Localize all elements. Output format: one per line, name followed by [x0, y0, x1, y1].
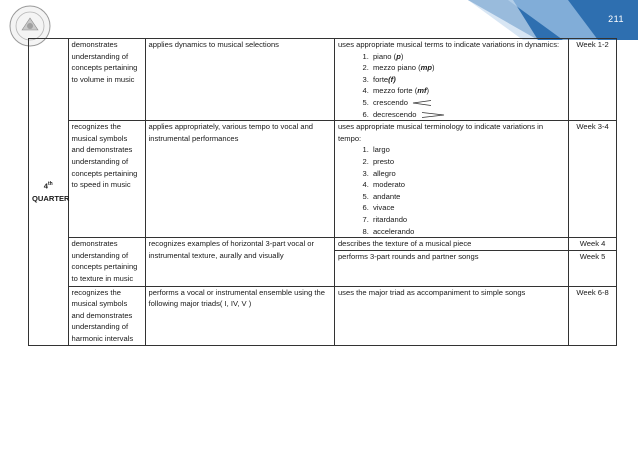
week-cell: Week 3-4	[569, 121, 617, 238]
table-row	[29, 121, 617, 238]
curriculum-table	[28, 38, 617, 346]
competency-cell	[334, 39, 568, 121]
quarter-suffix: th	[48, 181, 53, 188]
list-item: 5. andante	[371, 191, 565, 203]
quarter-cell	[29, 39, 69, 346]
competency-intro: uses appropriate musical terminology to indicate variations in tempo:	[337, 122, 544, 143]
competency-cell: describes the texture of a musical piece	[334, 238, 568, 251]
performance-standard-cell: performs a vocal or instrumental ensemble using the following major triads( I, IV, V )	[145, 286, 334, 345]
list-item: 3. allegro	[371, 168, 565, 180]
list-item: 6. vivace	[371, 202, 565, 214]
list-item: 4. mezzo forte (mf)	[371, 85, 565, 97]
table-row	[29, 238, 617, 251]
week-cell: Week 1-2	[569, 39, 617, 121]
performance-standard-cell: applies appropriately, various tempo to vocal and instrumental performances	[145, 121, 334, 238]
week-cell: Week 6-8	[569, 286, 617, 345]
dynamics-list	[338, 51, 565, 121]
content-standard-cell: recognizes the musical symbols and demonstrates understanding of concepts pertaining to speed in music	[68, 121, 145, 238]
quarter-label: QUARTER	[32, 193, 70, 203]
list-item: 7. ritardando	[371, 214, 565, 226]
week-cell: Week 4	[569, 238, 617, 251]
content-standard-cell: demonstrates understanding of concepts pertaining to texture in music	[68, 238, 145, 287]
list-item: 3. forte(f)	[371, 74, 565, 86]
list-item: 6. decrescendo	[371, 109, 565, 121]
list-item: 1. piano (p)	[371, 51, 565, 63]
competency-cell: performs 3-part rounds and partner songs	[334, 250, 568, 286]
list-item: 1. largo	[371, 144, 565, 156]
performance-standard-cell: applies dynamics to musical selections	[145, 39, 334, 121]
performance-standard-cell: recognizes examples of horizontal 3-part vocal or instrumental texture, aurally and visually	[145, 238, 334, 287]
competency-cell: uses the major triad as accompaniment to simple songs	[334, 286, 568, 345]
page-number: 211	[608, 14, 624, 24]
list-item: 2. mezzo piano (mp)	[371, 62, 565, 74]
crescendo-icon	[412, 100, 432, 106]
content-standard-cell: demonstrates understanding of concepts pertaining to volume in music	[68, 39, 145, 121]
competency-cell	[334, 121, 568, 238]
list-item: 2. presto	[371, 156, 565, 168]
decrescendo-icon	[421, 112, 445, 118]
list-item: 5. crescendo	[371, 97, 565, 109]
tempo-list	[338, 144, 565, 237]
list-item: 4. moderato	[371, 179, 565, 191]
table-row	[29, 286, 617, 345]
quarter-number: 4	[43, 182, 49, 191]
table-row	[29, 39, 617, 121]
week-cell: Week 5	[569, 250, 617, 286]
competency-intro: uses appropriate musical terms to indicate variations in dynamics:	[337, 40, 560, 49]
list-item: 8. accelerando	[371, 226, 565, 238]
content-standard-cell: recognizes the musical symbols and demonstrates understanding of harmonic intervals	[68, 286, 145, 345]
